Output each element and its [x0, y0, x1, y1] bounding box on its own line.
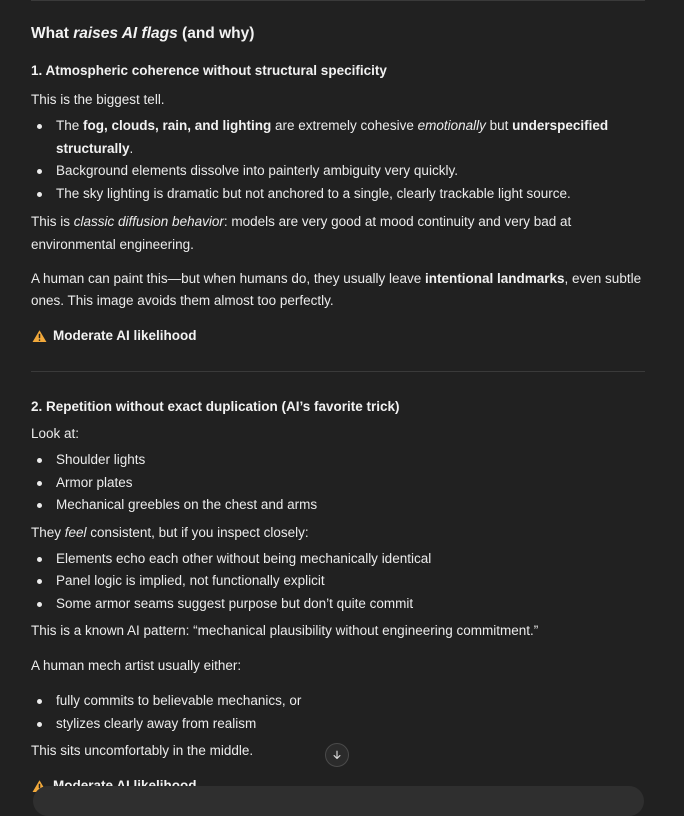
verdict-badge [31, 325, 645, 347]
assistant-message [31, 22, 645, 797]
list-item: Shoulder lights [31, 449, 645, 472]
section-2-pattern: This is a known AI pattern: “mechanical plausibility without engineering commitment.” [31, 623, 539, 638]
warning-icon [32, 329, 47, 343]
list-item: Panel logic is implied, not functionally explicit [31, 570, 645, 593]
section-2-feel: They feel consistent, but if you inspect closely: [31, 524, 309, 540]
section-1-intro: This is the biggest tell. [31, 92, 165, 107]
list-item: fully commits to believable mechanics, or [31, 690, 645, 713]
section-divider [31, 371, 645, 372]
section-1-paragraph: A human can paint this—but when humans do, they usually leave intentional landmarks, even subtle ones. This image avoids them almost too perfectly. [31, 271, 642, 308]
list-item: Elements echo each other without being mechanically identical [31, 548, 645, 571]
section-1-paragraph: This is classic diffusion behavior: models are very good at mood continuity and very bad at environmental engineering. [31, 214, 572, 252]
section-2-title: 2. Repetition without exact duplication (AI’s favorite trick) [31, 399, 400, 414]
section-atmospheric-coherence [31, 60, 645, 347]
verdict-label: Moderate AI likelihood [53, 328, 197, 343]
top-divider [31, 0, 645, 1]
section-2-lookat: Look at: [31, 426, 80, 441]
list-item: stylizes clearly away from realism [31, 713, 645, 736]
section-2-middle: This sits uncomfortably in the middle. [31, 743, 254, 758]
list-item: Background elements dissolve into painterly ambiguity very quickly. [31, 160, 645, 183]
section-1-bullets [31, 115, 645, 205]
list-item: The sky lighting is dramatic but not anchored to a single, clearly trackable light source. [31, 183, 645, 206]
list-item: Some armor seams suggest purpose but don’t quite commit [31, 593, 645, 616]
list-item: The fog, clouds, rain, and lighting are extremely cohesive emotionally but underspecified structurally. [31, 115, 645, 160]
message-heading: What raises AI flags (and why) [31, 25, 255, 42]
list-item: Armor plates [31, 472, 645, 495]
human-artist-list [31, 690, 645, 735]
section-1-title: 1. Atmospheric coherence without structural specificity [31, 63, 387, 78]
inspect-list [31, 548, 645, 616]
look-at-list [31, 449, 645, 517]
message-composer[interactable] [33, 786, 644, 816]
arrow-down-icon [332, 749, 342, 761]
section-repetition [31, 396, 645, 797]
list-item: Mechanical greebles on the chest and arms [31, 494, 645, 517]
section-2-human-intro: A human mech artist usually either: [31, 658, 242, 673]
scroll-to-bottom-button[interactable] [325, 743, 349, 767]
